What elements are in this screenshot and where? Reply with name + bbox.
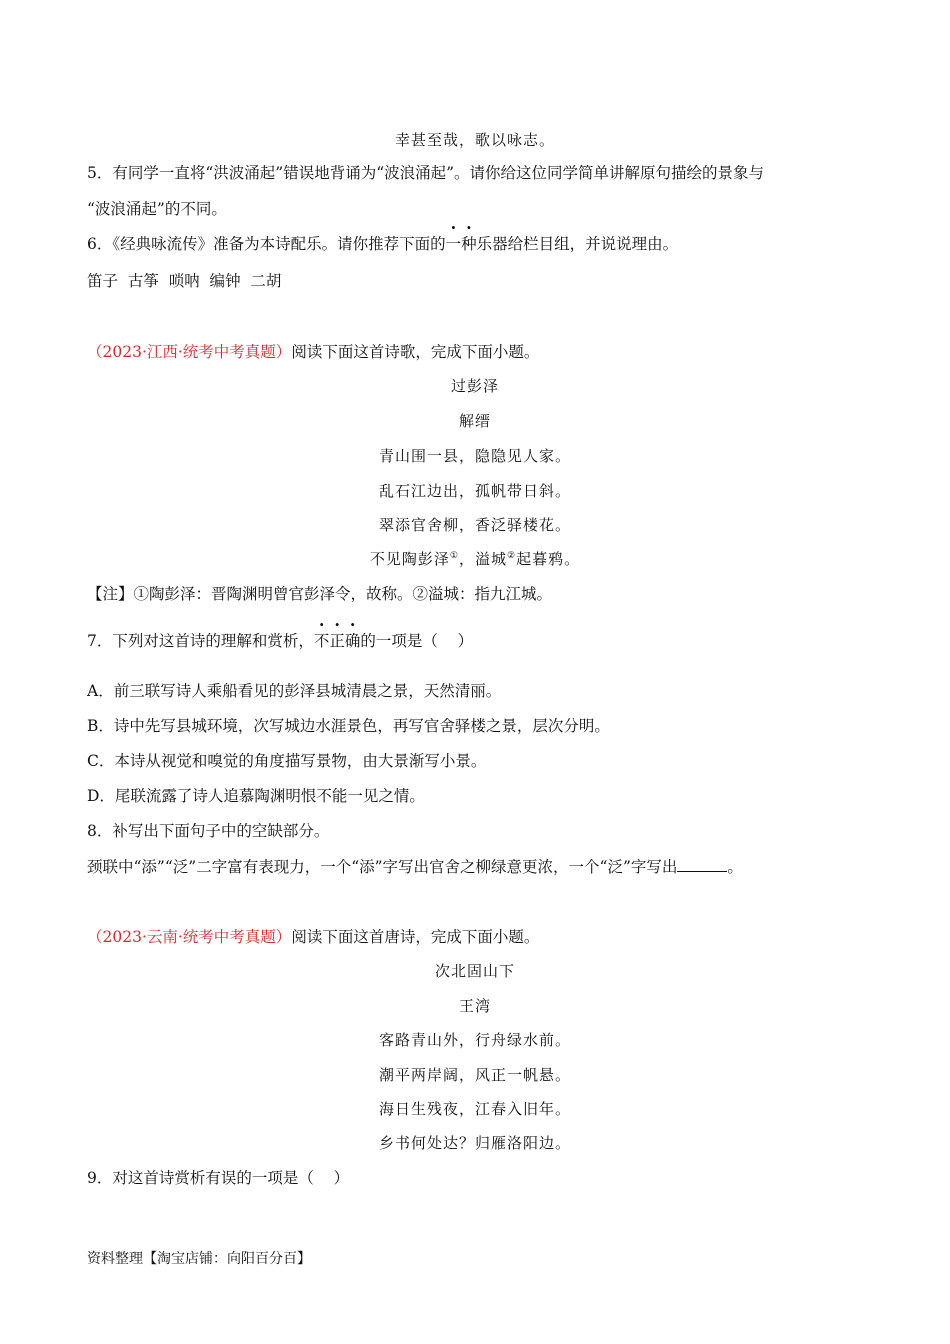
section-3-header — [87, 927, 539, 947]
question-6-text: 乐器给栏目组，并说说理由。 — [476, 235, 679, 253]
question-7-text: 7．下列对这首诗的理解和赏析， — [87, 632, 314, 650]
emphasis-char: 一 — [445, 235, 462, 253]
question-7-text: 的一项是（ ） — [360, 632, 474, 650]
option-d: D．尾联流露了诗人追慕陶渊明恨不能一见之情。 — [87, 787, 425, 805]
section-2-header — [87, 342, 539, 362]
poem-end-line: 幸甚至哉，歌以咏志。 — [394, 131, 555, 149]
poem-line-part: ，溢城 — [458, 550, 507, 568]
poem-line: 海日生残夜，江春入旧年。 — [378, 1100, 571, 1118]
instrument-list: 笛子 古筝 唢呐 编钟 二胡 — [87, 272, 282, 290]
emphasis-char: 正 — [329, 632, 345, 650]
question-5-line1: 5．有同学一直将“洪波涌起”错误地背诵为“波浪涌起”。请你给这位同学简单讲解原句描绘的景象与 — [87, 164, 765, 182]
poem-line: 乡书何处达？归雁洛阳边。 — [378, 1134, 571, 1152]
question-8-text — [87, 857, 743, 877]
question-6-text: 6．《经典咏流传》准备为本诗配乐。请你推荐下面的 — [87, 235, 446, 253]
poem-line — [0, 549, 950, 569]
answer-blank[interactable] — [677, 857, 727, 872]
question-5-line2: “波浪涌起”的不同。 — [87, 200, 227, 218]
option-a: A．前三联写诗人乘船看见的彭泽县城清晨之景，天然清丽。 — [87, 682, 502, 700]
poem-title: 次北固山下 — [434, 962, 515, 980]
poem-line: 潮平两岸阔，风正一帆悬。 — [378, 1066, 571, 1084]
poem-line: 翠添官舍柳，香泛驿楼花。 — [378, 516, 571, 534]
question-8-sentence: 颈联中“添”“泛”二字富有表现力，一个“添”字写出官舍之柳绿意更浓，一个“泛”字写出 — [87, 858, 678, 876]
question-9: 9．对这首诗赏析有误的一项是（ ） — [87, 1169, 350, 1187]
emphasis-char: 不 — [313, 632, 330, 650]
option-c: C．本诗从视觉和嗅觉的角度描写景物，由大景渐写小景。 — [87, 752, 487, 770]
question-8-end: 。 — [727, 858, 743, 876]
poem-line: 乱石江边出，孤帆带日斜。 — [378, 482, 571, 500]
emphasis-char: 确 — [344, 632, 361, 650]
poem-note: 【注】①陶彭泽：晋陶渊明曾官彭泽令，故称。②溢城：指九江城。 — [87, 585, 553, 603]
footnote-mark: ① — [449, 551, 459, 561]
poem-line-part: 不见陶彭泽 — [369, 550, 450, 568]
section-intro: 阅读下面这首唐诗，完成下面小题。 — [291, 928, 540, 946]
footnote-mark: ② — [507, 551, 517, 561]
emphasis-char: 种 — [461, 235, 477, 253]
question-7 — [87, 631, 473, 651]
poem-author: 解缙 — [458, 412, 491, 430]
footer: 资料整理【淘宝店铺：向阳百分百】 — [87, 1251, 311, 1267]
poem-author: 王湾 — [458, 997, 491, 1015]
source-tag: （2023·云南·统考中考真题） — [87, 928, 292, 946]
source-tag: （2023·江西·统考中考真题） — [87, 343, 292, 361]
poem-line: 客路青山外，行舟绿水前。 — [378, 1031, 571, 1049]
poem-title: 过彭泽 — [450, 377, 499, 395]
poem-line-part: 起暮鸦。 — [516, 550, 581, 568]
question-6 — [87, 234, 678, 254]
question-8: 8．补写出下面句子中的空缺部分。 — [87, 822, 330, 840]
section-intro: 阅读下面这首诗歌，完成下面小题。 — [291, 343, 540, 361]
option-b: B．诗中先写县城环境，次写城边水涯景色，再写官舍驿楼之景，层次分明。 — [87, 717, 610, 735]
poem-line: 青山围一县，隐隐见人家。 — [378, 447, 571, 465]
